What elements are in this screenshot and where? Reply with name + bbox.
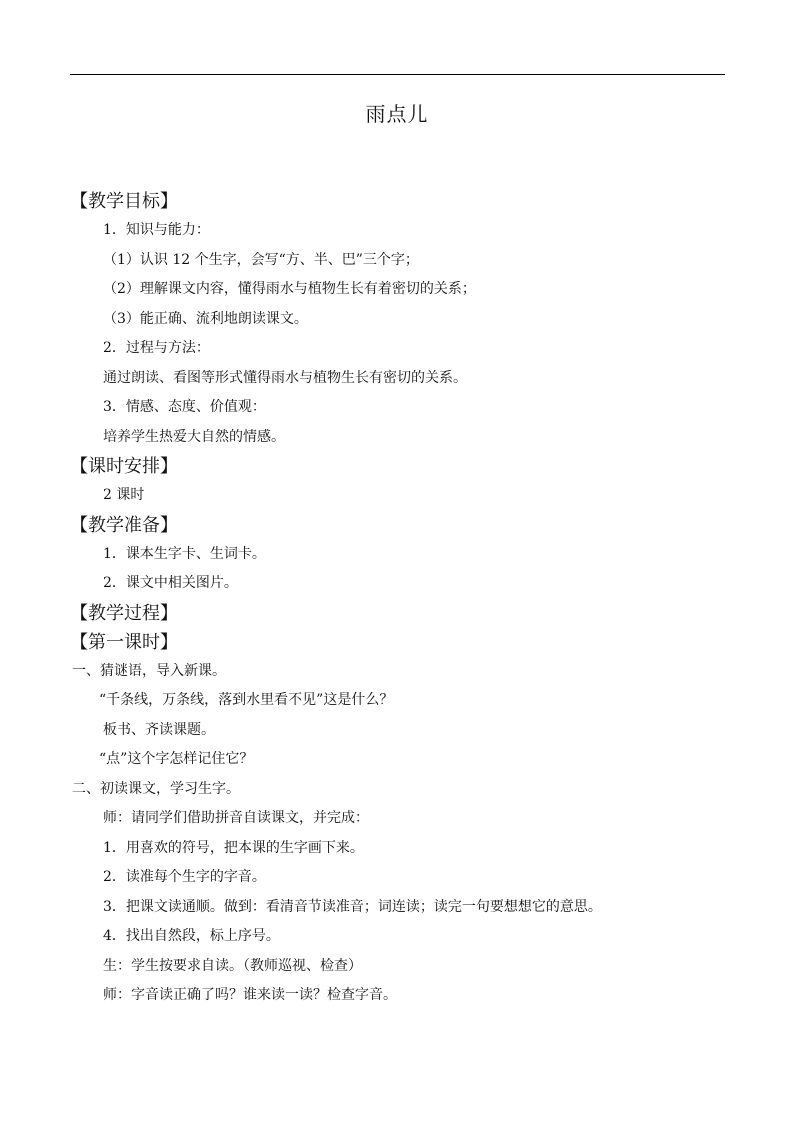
paragraph: （1）认识 12 个生字，会写“方、半、巴”三个字； — [103, 251, 419, 268]
paragraph: 4．找出自然段，标上序号。 — [103, 928, 280, 944]
section-heading-objectives: 【教学目标】 — [70, 191, 178, 212]
paragraph: 师：字音读正确了吗？谁来读一读？检查字音。 — [103, 987, 397, 1003]
paragraph: 师：请同学们借助拼音自读课文，并完成： — [103, 810, 369, 826]
section-heading-schedule: 【课时安排】 — [70, 456, 178, 477]
paragraph: 2．过程与方法： — [103, 340, 210, 356]
paragraph: 3．把课文读通顺。做到：看清音节读准音；词连读；读完一句要想想它的意思。 — [103, 898, 602, 915]
paragraph: 3．情感、态度、价值观： — [103, 399, 266, 415]
paragraph: （2）理解课文内容，懂得雨水与植物生长有着密切的关系； — [103, 281, 476, 297]
paragraph: （3）能正确、流利地朗读课文。 — [103, 310, 308, 327]
paragraph: 一、猜谜语，导入新课。 — [72, 662, 226, 679]
paragraph: 2 课时 — [103, 487, 145, 503]
paragraph: 培养学生热爱大自然的情感。 — [103, 428, 285, 445]
document-body — [70, 187, 730, 1011]
paragraph: 二、初读课文，学习生字。 — [72, 780, 240, 797]
section-heading-first-lesson: 【第一课时】 — [70, 631, 178, 653]
paragraph: “千条线，万条线，落到水里看不见”这是什么？ — [99, 692, 394, 708]
paragraph: 通过朗读、看图等形式懂得雨水与植物生长有密切的关系。 — [103, 369, 467, 386]
section-heading-preparation: 【教学准备】 — [70, 514, 178, 536]
paragraph: “点”这个字怎样记住它？ — [99, 751, 254, 767]
paragraph: 1．课本生字卡、生词卡。 — [103, 545, 266, 562]
paragraph: 2．课文中相关图片。 — [103, 575, 238, 591]
section-heading-process: 【教学过程】 — [70, 602, 178, 624]
paragraph: 1．用喜欢的符号，把本课的生字画下来。 — [103, 839, 364, 856]
paragraph: 板书、齐读课题。 — [103, 721, 215, 738]
document-title: 雨点儿 — [365, 102, 429, 126]
header-rule — [70, 74, 725, 75]
paragraph: 生：学生按要求自读。（教师巡视、检查） — [103, 957, 362, 974]
paragraph: 2．读准每个生字的字音。 — [103, 869, 266, 885]
paragraph: 1．知识与能力： — [103, 222, 210, 238]
